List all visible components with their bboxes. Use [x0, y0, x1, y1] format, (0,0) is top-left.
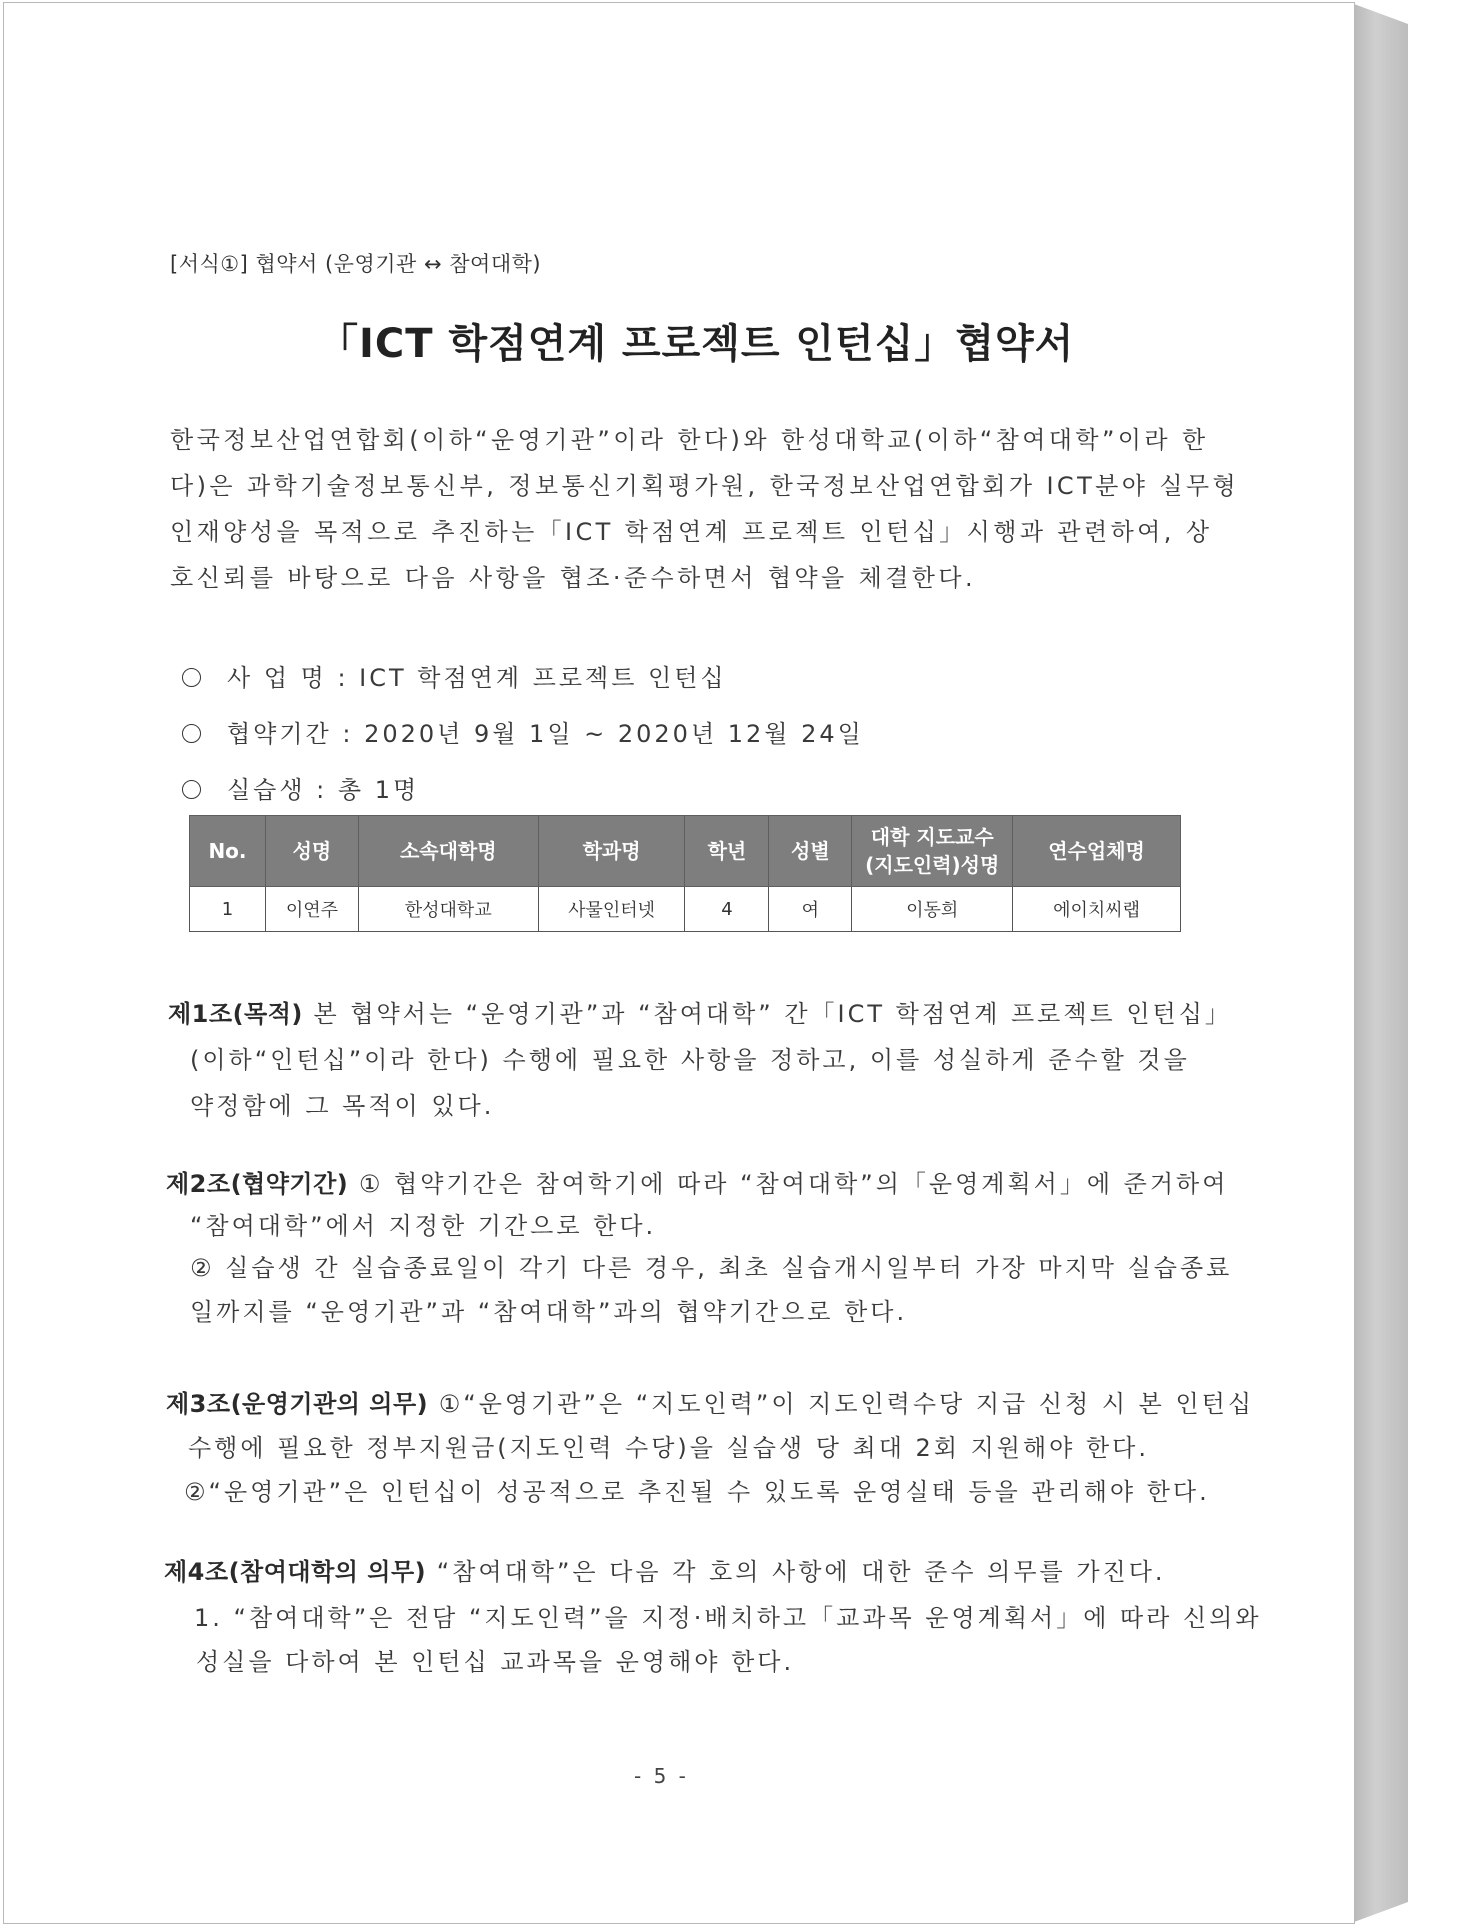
bullet-text: 협약기간 : 2020년 9월 1일 ~ 2020년 12월 24일 — [227, 720, 864, 748]
col-header-university: 소속대학명 — [358, 816, 538, 887]
article-1-line-3: 약정함에 그 목적이 있다. — [190, 1092, 495, 1120]
col-header-grade: 학년 — [685, 816, 769, 887]
bullet-text: 실습생 : 총 1명 — [227, 776, 420, 804]
col-header-no: No. — [190, 816, 266, 887]
col-header-department: 학과명 — [538, 816, 685, 887]
circle-bullet-icon — [182, 668, 201, 687]
circle-bullet-icon — [182, 780, 201, 799]
col-header-advisor-line1: 대학 지도교수 — [870, 825, 994, 849]
article-2-text: ① 협약기간은 참여학기에 따라 “참여대학”의「운영계획서」에 준거하여 — [348, 1170, 1229, 1198]
table-row — [190, 887, 1181, 932]
table-header-row — [190, 816, 1181, 887]
bullet-text: 사 업 명 : ICT 학점연계 프로젝트 인턴십 — [227, 664, 727, 692]
article-2-line-2: “참여대학”에서 지정한 기간으로 한다. — [190, 1212, 657, 1240]
article-2-line-4: 일까지를 “운영기관”과 “참여대학”과의 협약기간으로 한다. — [190, 1298, 908, 1326]
article-4-heading: 제4조(참여대학의 의무) — [164, 1558, 427, 1586]
article-4-line-1 — [164, 1552, 1166, 1587]
article-1-heading: 제1조(목적) — [168, 1000, 303, 1028]
bullet-project-name — [182, 658, 727, 693]
intro-line-3: 인재양성을 목적으로 추진하는「ICT 학점연계 프로젝트 인턴십」시행과 관련하여, 상 — [170, 518, 1213, 546]
col-header-advisor-line2: (지도인력)성명 — [865, 853, 1000, 877]
article-4-item-1-line-1: 1. “참여대학”은 전담 “지도인력”을 지정·배치하고「교과목 운영계획서」에 따라 신의와 — [194, 1604, 1262, 1632]
bullet-trainee-count — [182, 770, 419, 805]
intro-line-1: 한국정보산업연합회(이하“운영기관”이라 한다)와 한성대학교(이하“참여대학”이라 한 — [170, 426, 1209, 454]
article-1-line-2: (이하“인턴십”이라 한다) 수행에 필요한 사항을 정하고, 이를 성실하게 준수할 것을 — [190, 1046, 1190, 1074]
article-3-line-3: ②“운영기관”은 인턴십이 성공적으로 추진될 수 있도록 운영실태 등을 관리해야 한다. — [184, 1478, 1210, 1506]
col-header-name: 성명 — [265, 816, 358, 887]
col-header-company: 연수업체명 — [1013, 816, 1181, 887]
article-3-line-1 — [166, 1384, 1254, 1419]
bullet-agreement-period — [182, 714, 864, 749]
page-stack-edge — [1354, 4, 1408, 1922]
cell-grade: 4 — [685, 887, 769, 932]
document-title: 「ICT 학점연계 프로젝트 인턴십」협약서 — [318, 321, 1075, 367]
article-2-heading: 제2조(협약기간) — [166, 1170, 349, 1198]
cell-university: 한성대학교 — [358, 887, 538, 932]
article-1-line-1 — [168, 994, 1232, 1029]
article-2-line-3: ② 실습생 간 실습종료일이 각기 다른 경우, 최초 실습개시일부터 가장 마지막 실습종료 — [190, 1254, 1233, 1282]
article-4-text: “참여대학”은 다음 각 호의 사항에 대한 준수 의무를 가진다. — [426, 1558, 1166, 1586]
cell-advisor: 이동희 — [852, 887, 1013, 932]
cell-company: 에이치씨랩 — [1013, 887, 1181, 932]
article-3-line-2: 수행에 필요한 정부지원금(지도인력 수당)을 실습생 당 최대 2회 지원해야 한다. — [188, 1434, 1149, 1462]
document-page — [3, 2, 1355, 1924]
article-1-text: 본 협약서는 “운영기관”과 “참여대학” 간「ICT 학점연계 프로젝트 인턴십」 — [302, 1000, 1232, 1028]
col-header-advisor — [852, 816, 1013, 887]
col-header-gender: 성별 — [769, 816, 852, 887]
cell-no: 1 — [190, 887, 266, 932]
article-4-item-1-line-2: 성실을 다하여 본 인턴십 교과목을 운영해야 한다. — [196, 1648, 795, 1676]
cell-gender: 여 — [769, 887, 852, 932]
article-3-text: ①“운영기관”은 “지도인력”이 지도인력수당 지급 신청 시 본 인턴십 — [428, 1390, 1255, 1418]
cell-department: 사물인터넷 — [538, 887, 685, 932]
cell-name: 이연주 — [265, 887, 358, 932]
page-number: - 5 - — [634, 1764, 689, 1788]
form-header: [서식①] 협약서 (운영기관 ↔ 참여대학) — [170, 252, 542, 276]
article-2-line-1 — [166, 1164, 1228, 1199]
intro-line-2: 다)은 과학기술정보통신부, 정보통신기획평가원, 한국정보산업연합회가 ICT분야 실무형 — [170, 472, 1240, 500]
circle-bullet-icon — [182, 724, 201, 743]
trainee-table — [189, 815, 1181, 932]
intro-line-4: 호신뢰를 바탕으로 다음 사항을 협조·준수하면서 협약을 체결한다. — [170, 564, 976, 592]
article-3-heading: 제3조(운영기관의 의무) — [166, 1390, 429, 1418]
